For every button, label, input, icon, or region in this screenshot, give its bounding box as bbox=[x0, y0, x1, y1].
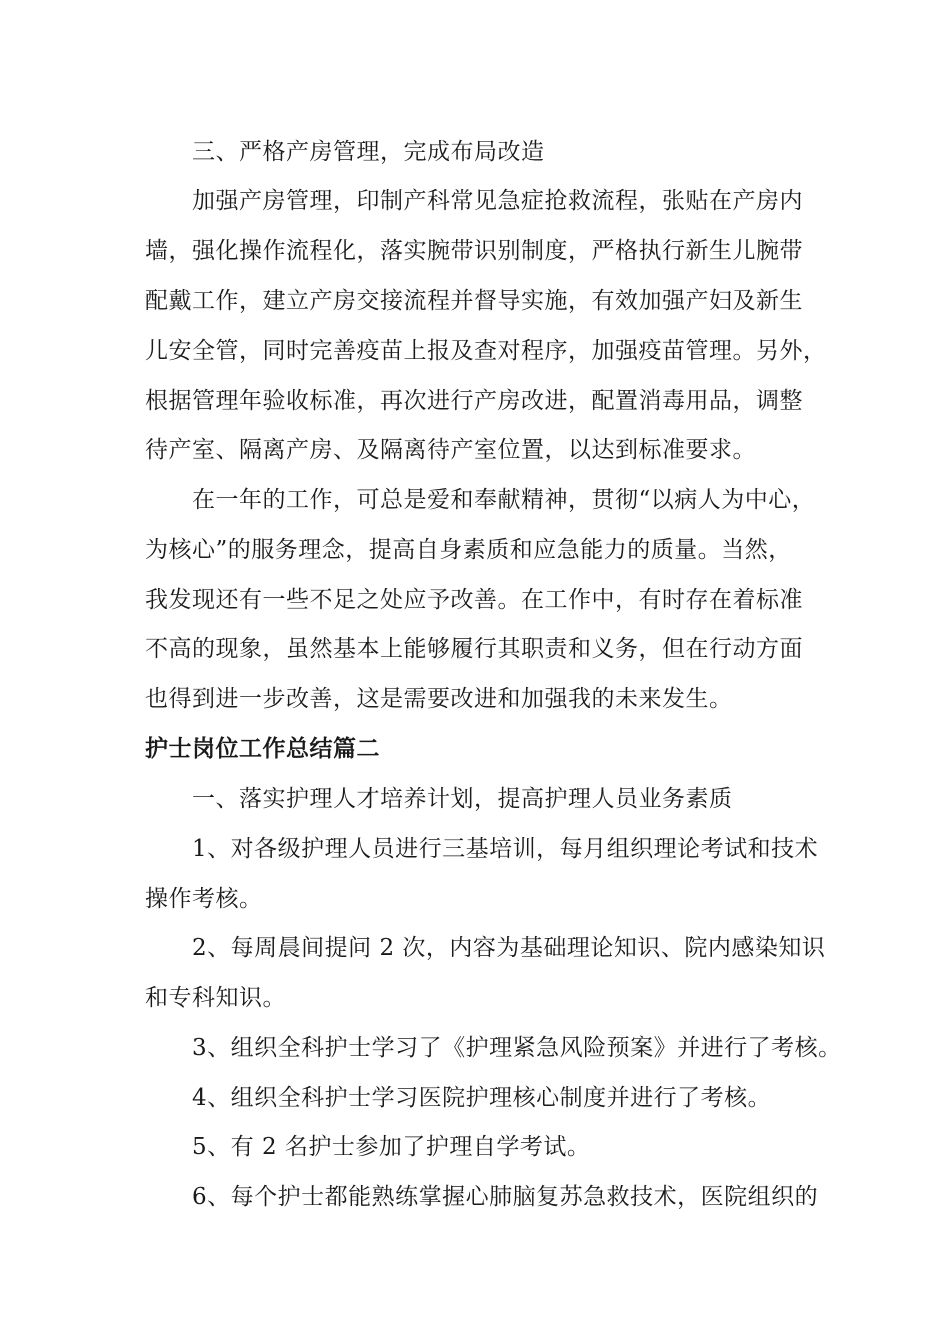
list-item: 3、组织全科护士学习了《护理紧急风险预案》并进行了考核。 bbox=[192, 1035, 842, 1061]
paragraph-line: 我发现还有一些不足之处应予改善。在工作中，有时存在着标准 bbox=[145, 587, 803, 613]
list-item: 2、每周晨间提问 2 次，内容为基础理论知识、院内感染知识 bbox=[192, 935, 826, 961]
list-item-continuation: 和专科知识。 bbox=[145, 985, 286, 1011]
list-item: 5、有 2 名护士参加了护理自学考试。 bbox=[192, 1134, 591, 1160]
paragraph-line: 也得到进一步改善，这是需要改进和加强我的未来发生。 bbox=[145, 686, 733, 712]
list-item: 1、对各级护理人员进行三基培训，每月组织理论考试和技术 bbox=[192, 836, 819, 862]
paragraph-line: 根据管理年验收标准，再次进行产房改进，配置消毒用品，调整 bbox=[145, 388, 803, 414]
paragraph-line: 墙，强化操作流程化，落实腕带识别制度，严格执行新生儿腕带 bbox=[145, 238, 803, 264]
section-heading: 一、落实护理人才培养计划，提高护理人员业务素质 bbox=[192, 786, 733, 812]
paragraph-line: 儿安全管，同时完善疫苗上报及查对程序，加强疫苗管理。另外， bbox=[145, 338, 827, 364]
article-title: 护士岗位工作总结篇二 bbox=[145, 736, 380, 762]
paragraph-line: 待产室、隔离产房、及隔离待产室位置，以达到标准要求。 bbox=[145, 437, 756, 463]
paragraph-line: 加强产房管理，印制产科常见急症抢救流程，张贴在产房内 bbox=[192, 188, 803, 214]
paragraph-line: 在一年的工作，可总是爱和奉献精神，贯彻“以病人为中心， bbox=[192, 487, 816, 513]
paragraph-line: 为核心”的服务理念，提高自身素质和应急能力的质量。当然， bbox=[145, 537, 792, 563]
paragraph-line: 配戴工作，建立产房交接流程并督导实施，有效加强产妇及新生 bbox=[145, 288, 803, 314]
list-item-continuation: 操作考核。 bbox=[145, 886, 263, 912]
section-heading: 三、严格产房管理，完成布局改造 bbox=[192, 139, 545, 165]
paragraph-line: 不高的现象，虽然基本上能够履行其职责和义务，但在行动方面 bbox=[145, 636, 803, 662]
list-item: 4、组织全科护士学习医院护理核心制度并进行了考核。 bbox=[192, 1085, 772, 1111]
list-item: 6、每个护士都能熟练掌握心肺脑复苏急救技术，医院组织的 bbox=[192, 1184, 819, 1210]
